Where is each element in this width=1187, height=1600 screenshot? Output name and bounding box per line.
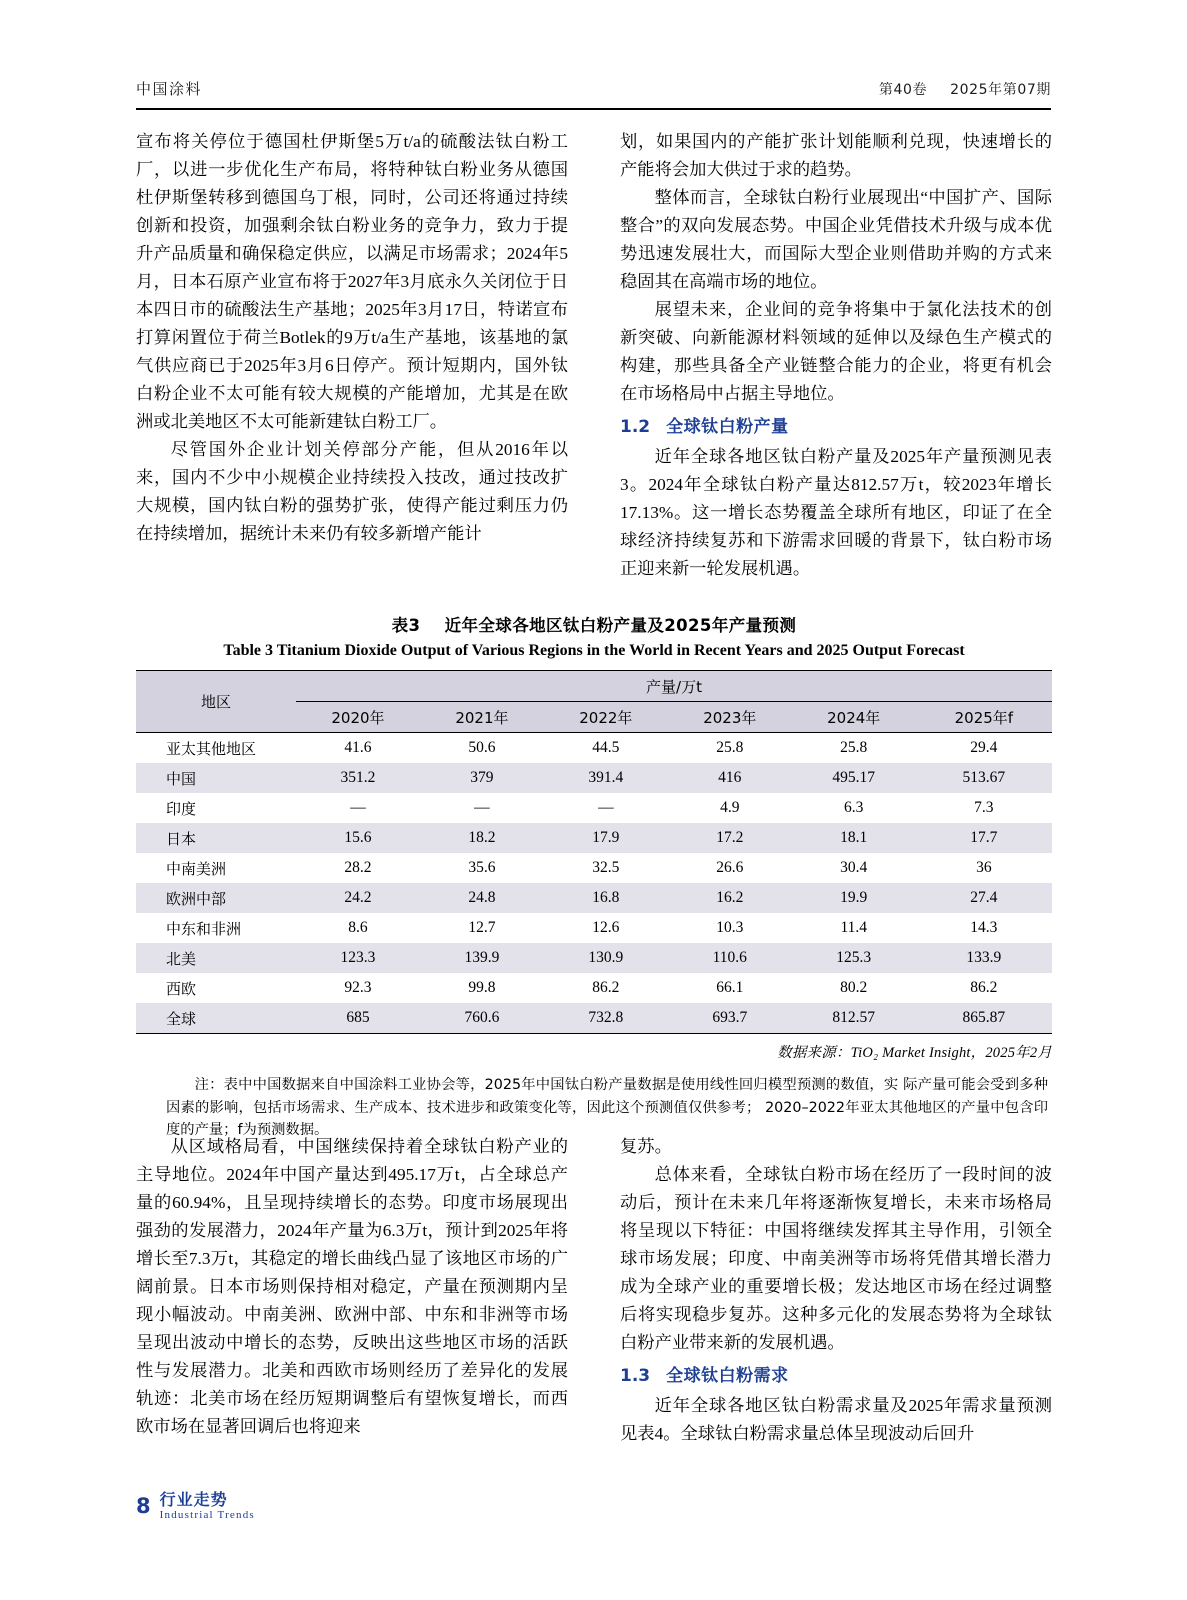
section-number: 1.3 [620,1366,651,1387]
left-column-bottom [136,1133,568,1441]
col-header-year: 2021年 [420,702,544,733]
cell: 24.8 [420,883,544,913]
cell: 30.4 [840,859,868,876]
paragraph: 划，如果国内的产能扩张计划能顺利兑现，快速增长的产能将会加大供过于求的趋势。 [620,132,1052,180]
col-header-year: 2020年 [296,702,420,733]
section-title: 全球钛白粉需求 [666,1366,789,1387]
row-label: 北美 [136,943,296,973]
right-column-bottom [620,1133,1052,1448]
cell: 10.3 [716,919,744,936]
table-caption-text: 近年全球各地区钛白粉产量及2025年产量预测 [444,616,797,635]
cell: 351.2 [296,763,420,793]
table-note [136,1074,1052,1142]
table-3 [136,670,1052,1034]
cell: 379 [420,763,544,793]
row-label: 中国 [136,763,296,793]
volume-label: 第40卷 [878,82,928,98]
table-label: 表3 [391,616,421,635]
col-header-year: 2023年 [668,702,792,733]
cell: 732.8 [544,1003,668,1034]
cell: 125.3 [792,943,916,973]
col-header-group: 产量/万t [296,671,1052,702]
paragraph: 总体来看，全球钛白粉市场在经历了一段时间的波动后，预计在未来几年将逐渐恢复增长，未来市场格局将呈现以下特征：中国将继续发挥其主导作用，引领全球市场发展；印度、中南美洲等市场将凭借其增长潜力成为全球产业的重要增长极；发达地区市场在经过调整后将实现稳步复苏。这种多元化的发展态势将为全球钛白粉产业带来新的发展机遇。 [620,1165,1052,1353]
page-footer [136,1491,255,1522]
col-header-year: 2025年f [916,702,1052,733]
cell: 760.6 [420,1003,544,1034]
cell: 6.3 [844,799,864,816]
section-heading-1-2 [620,414,1052,442]
right-column-top [620,128,1052,583]
cell: 123.3 [296,943,420,973]
section-heading-1-3 [620,1363,1052,1391]
cell: 35.6 [468,859,496,876]
table-row [136,913,1052,943]
cell: 32.5 [592,859,620,876]
cell: 133.9 [916,943,1052,973]
table-row [136,823,1052,853]
cell: 50.6 [468,739,496,756]
table-row [136,1003,1052,1034]
table-source: 数据来源：TiO₂ Market Insight，2025年2月 [777,1045,1052,1061]
cell: 99.8 [468,979,496,996]
cell: 86.2 [592,979,620,996]
cell: 66.1 [716,979,744,996]
footer-section [160,1491,255,1522]
cell: 27.4 [916,883,1052,913]
cell: 391.4 [544,763,668,793]
row-label: 印度 [166,799,197,818]
cell: 685 [296,1003,420,1034]
table-note-line: 际产量可能会受到多种因素的影响，包括市场需求、生产成本、技术进步和政策变化等，因此这个预测值仅供参考； [166,1077,1049,1116]
cell: 12.6 [592,919,620,936]
row-label: 西欧 [166,979,197,998]
table-caption-cn [136,612,1052,636]
cell: 17.2 [668,823,792,853]
col-header-year: 2022年 [544,702,668,733]
cell: 28.2 [344,859,372,876]
cell: 41.6 [344,739,372,756]
row-label: 亚太其他地区 [166,739,257,758]
row-label: 中东和非洲 [166,919,242,938]
row-label: 欧洲中部 [136,883,296,913]
cell: 18.1 [792,823,916,853]
col-header-region: 地区 [136,671,296,733]
page-header [136,78,1051,99]
cell: 15.6 [296,823,420,853]
paragraph: 宣布将关停位于德国杜伊斯堡5万t/a的硫酸法钛白粉工厂，以进一步优化生产布局，将特种钛白粉业务从德国杜伊斯堡转移到德国乌丁根，同时，公司还将通过持续创新和投资，加强剩余钛白粉业务的竞争力，致力于提升产品质量和确保稳定供应，以满足市场需求；2024年5月，日本石原产业宣布将于2027年3月底永久关闭位于日本四日市的硫酸法生产基地；2025年3月17日，特诺宣布打算闲置位于荷兰Botlek的9万t/a生产基地，该基地的氯气供应商已于2025年3月6日停产。预计短期内，国外钛白粉企业不太可能有较大规模的产能增加，尤其是在欧洲或北美地区不太可能新建钛白粉工厂。 [136,132,568,432]
table-note-line: 注：表中中国数据来自中国涂料工业协会等，2025年中国钛白粉产量数据是使用线性回归模型预测的数值，实 [194,1077,899,1093]
row-label: 中南美洲 [166,859,227,878]
cell: — [474,799,490,816]
cell: 25.8 [840,739,868,756]
cell: 130.9 [544,943,668,973]
table-row [136,853,1052,883]
cell: — [598,799,614,816]
cell: 86.2 [970,979,998,996]
cell: — [350,799,366,816]
row-label: 日本 [136,823,296,853]
paragraph: 从区域格局看，中国继续保持着全球钛白粉产业的主导地位。2024年中国产量达到495.17万t，占全球总产量的60.94%，且呈现持续增长的态势。印度市场展现出强劲的发展潜力，2024年产量为6.3万t，预计到2025年将增长至7.3万t，其稳定的增长曲线凸显了该地区市场的广阔前景。日本市场则保持相对稳定，产量在预测期内呈现小幅波动。中南美洲、欧洲中部、中东和非洲等市场呈现出波动中增长的态势，反映出这些地区市场的活跃性与发展潜力。北美和西欧市场则经历了差异化的发展轨迹：北美市场在经历短期调整后有望恢复增长，而西欧市场在显著回调后也将迎来 [136,1137,568,1437]
table-row [136,733,1052,764]
table-3-block [136,612,1052,1142]
cell: 4.9 [720,799,740,816]
cell: 17.7 [916,823,1052,853]
col-header-year: 2024年 [792,702,916,733]
cell: 24.2 [296,883,420,913]
cell: 80.2 [840,979,868,996]
paragraph: 展望未来，企业间的竞争将集中于氯化法技术的创新突破、向新能源材料领域的延伸以及绿色生产模式的构建，那些具备全产业链整合能力的企业，将更有机会在市场格局中占据主导地位。 [620,300,1052,404]
table-row [136,763,1052,793]
cell: 416 [668,763,792,793]
cell: 812.57 [792,1003,916,1034]
cell: 7.3 [974,799,994,816]
cell: 19.9 [792,883,916,913]
cell: 693.7 [668,1003,792,1034]
cell: 11.4 [840,919,867,936]
footer-section-cn: 行业走势 [159,1489,228,1509]
table-row [136,793,1052,823]
table-caption-en: Table 3 Titanium Dioxide Output of Various Regions in the World in Recent Years and 2025 Output Forecast [223,642,965,659]
cell: 12.7 [468,919,496,936]
cell: 25.8 [716,739,744,756]
table-row [136,943,1052,973]
table-head [136,671,1052,733]
table-note-line: 2020–2022年亚太其他地区的产量中包含印度的产量；f为预测数据。 [166,1099,1049,1139]
row-label: 全球 [136,1003,296,1034]
cell: 26.6 [716,859,744,876]
issue-label: 2025年第07期 [950,82,1051,98]
page-number: 8 [136,1494,151,1519]
cell: 139.9 [420,943,544,973]
header-divider [136,108,1051,110]
cell: 92.3 [344,979,372,996]
table-header-row-1 [136,671,1052,702]
table-row [136,973,1052,1003]
table-row [136,883,1052,913]
cell: 16.2 [668,883,792,913]
cell: 513.67 [916,763,1052,793]
journal-name: 中国涂料 [136,80,203,98]
cell: 18.2 [420,823,544,853]
paragraph: 复苏。 [620,1137,672,1156]
table-body [136,733,1052,1034]
section-number: 1.2 [620,417,651,438]
cell: 495.17 [792,763,916,793]
paragraph: 近年全球各地区钛白粉需求量及2025年需求量预测见表4。全球钛白粉需求量总体呈现波动后回升 [620,1395,1052,1443]
cell: 14.3 [970,919,998,936]
paragraph: 尽管国外企业计划关停部分产能，但从2016年以来，国内不少中小规模企业持续投入技改，通过技改扩大规模，国内钛白粉的强势扩张，使得产能过剩压力仍在持续增加，据统计未来仍有较多新增产能计 [136,440,568,544]
paragraph: 整体而言，全球钛白粉行业展现出“中国扩产、国际整合”的双向发展态势。中国企业凭借技术升级与成本优势迅速发展壮大，而国际大型企业则借助并购的方式来稳固其在高端市场的地位。 [620,188,1052,292]
volume-issue [879,79,1051,99]
cell: 17.9 [544,823,668,853]
cell: 36 [976,859,992,876]
cell: 110.6 [668,943,792,973]
left-column-top [136,128,568,548]
cell: 865.87 [916,1003,1052,1034]
cell: 8.6 [348,919,368,936]
section-title: 全球钛白粉产量 [666,417,789,438]
footer-section-en: Industrial Trends [159,1509,255,1522]
cell: 16.8 [544,883,668,913]
paragraph: 近年全球各地区钛白粉产量及2025年产量预测见表3。2024年全球钛白粉产量达812.57万t，较2023年增长17.13%。这一增长态势覆盖全球所有地区，印证了在全球经济持续复苏和下游需求回暖的背景下，钛白粉市场正迎来新一轮发展机遇。 [620,446,1052,578]
cell: 44.5 [592,739,620,756]
cell: 29.4 [970,739,998,756]
